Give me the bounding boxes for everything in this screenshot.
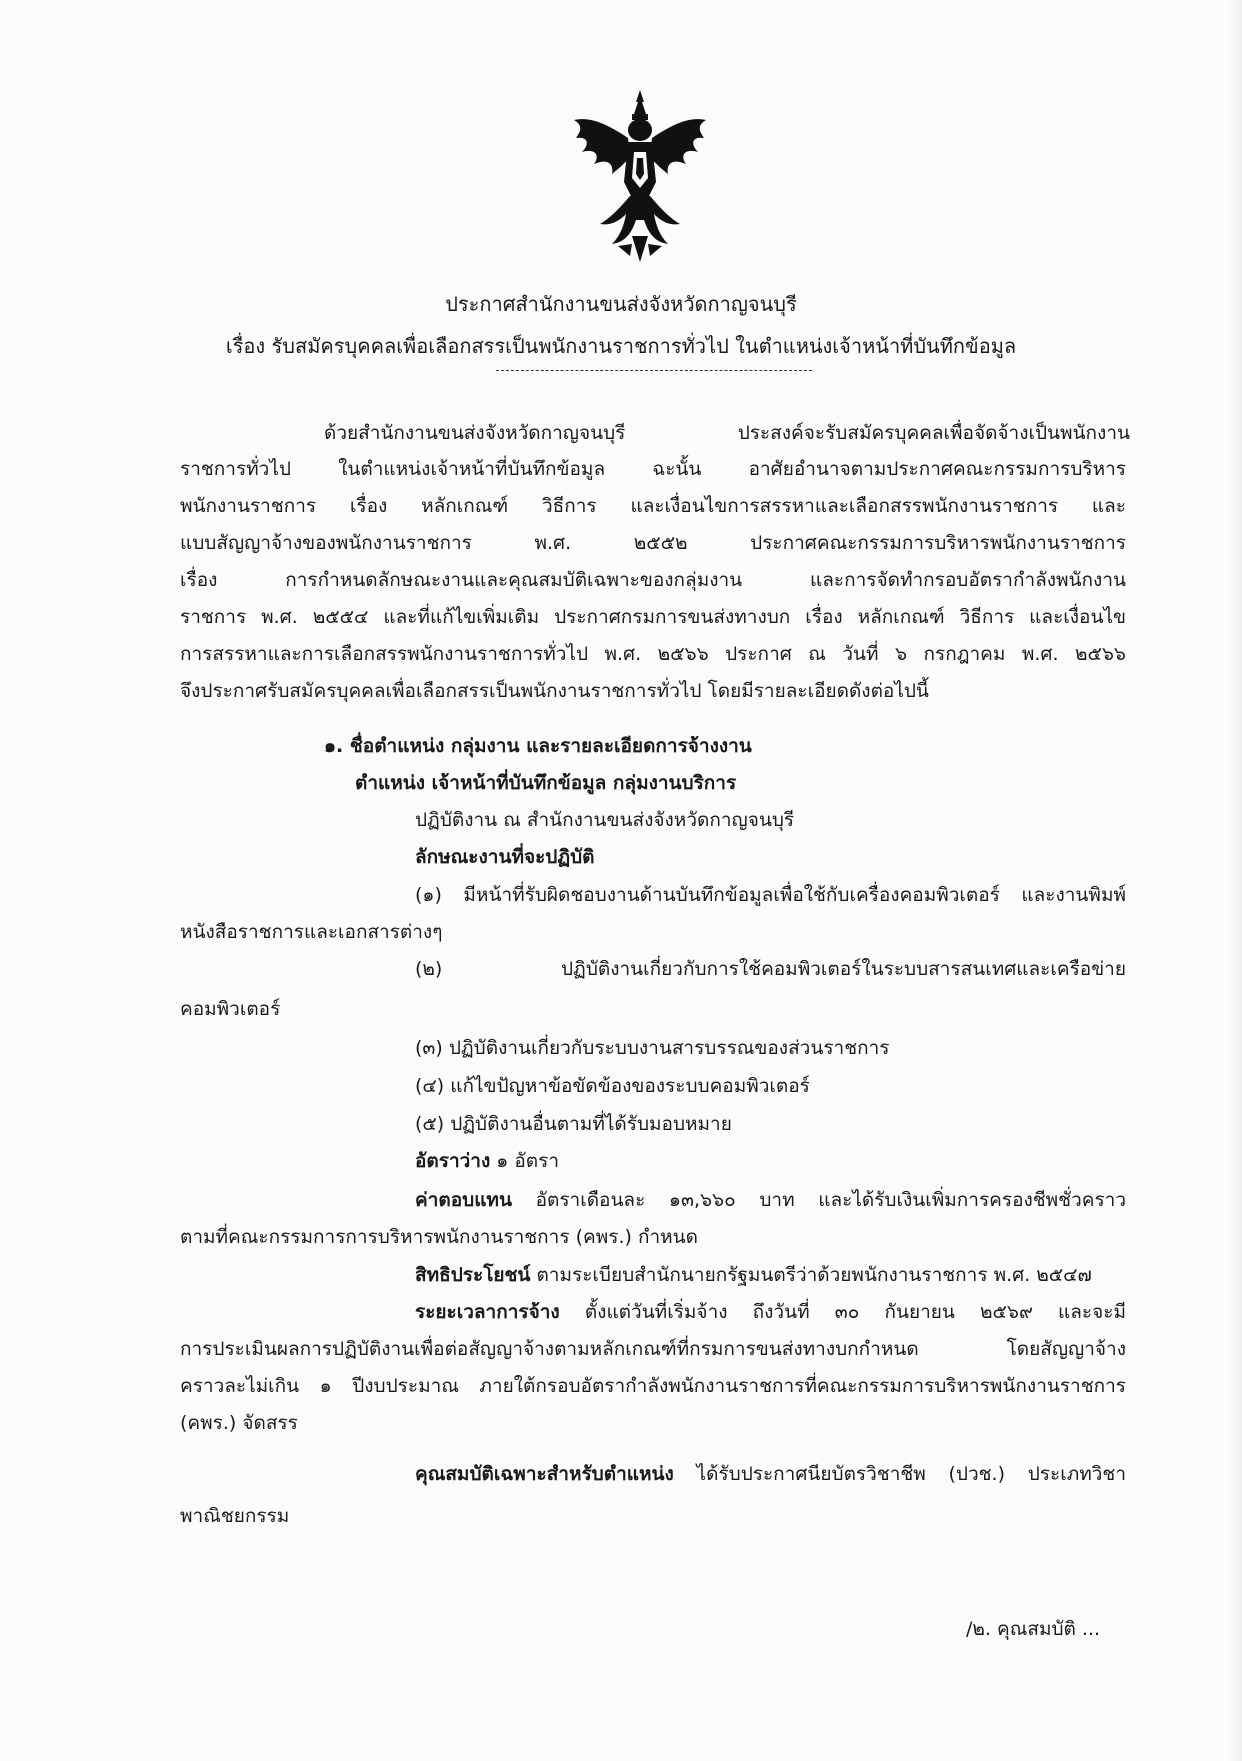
position-title: ตำแหน่ง เจ้าหน้าที่บันทึกข้อมูล กลุ่มงานบริการ — [355, 772, 737, 794]
term-cont: (คพร.) จัดสรร — [180, 1412, 298, 1434]
intro-line: พนักงานราชการ เรื่อง หลักเกณฑ์ วิธีการ และเงื่อนไขการสรรหาและเลือกสรรพนักงานราชการ และ — [180, 495, 1126, 517]
vacancy — [415, 1148, 559, 1174]
benefit-label: สิทธิประโยชน์ — [415, 1264, 531, 1286]
duty-item: (๑) มีหน้าที่รับผิดชอบงานด้านบันทึกข้อมูลเพื่อใช้กับเครื่องคอมพิวเตอร์ และงานพิมพ์ — [415, 884, 1126, 906]
pay-value: อัตราเดือนละ ๑๓,๖๖๐ บาท และได้รับเงินเพิ่มการครองชีพชั่วคราว — [511, 1189, 1126, 1211]
term-value: ตั้งแต่วันที่เริ่มจ้าง ถึงวันที่ ๓๐ กันยายน ๒๕๖๙ และจะมี — [559, 1301, 1126, 1323]
qualification — [415, 1461, 1126, 1487]
pay-label: ค่าตอบแทน — [415, 1189, 512, 1211]
benefit — [415, 1262, 1092, 1288]
duty-item: (๓) ปฏิบัติงานเกี่ยวกับระบบงานสารบรรณของส่วนราชการ — [415, 1037, 890, 1059]
pay — [415, 1187, 1126, 1213]
intro-line: ด้วยสำนักงานขนส่งจังหวัดกาญจนบุรี ประสงค์จะรับสมัครบุคคลเพื่อจัดจ้างเป็นพนักงาน — [324, 422, 1130, 444]
page-continuation: /๒. คุณสมบัติ ... — [966, 1618, 1101, 1640]
term-cont: การประเมินผลการปฏิบัติงานเพื่อต่อสัญญาจ้างตามหลักเกณฑ์ที่กรมการขนส่งทางบกกำหนด โดยสัญญาจ้าง — [180, 1338, 1126, 1360]
intro-line: ราชการทั่วไป ในตำแหน่งเจ้าหน้าที่บันทึกข้อมูล ฉะนั้น อาศัยอำนาจตามประกาศคณะกรรมการบริหาร — [180, 458, 1126, 480]
duties-heading: ลักษณะงานที่จะปฏิบัติ — [415, 846, 595, 868]
header-divider — [496, 370, 812, 371]
term-cont: คราวละไม่เกิน ๑ ปีงบประมาณ ภายใต้กรอบอัตรากำลังพนักงานราชการที่คณะกรรมการบริหารพนักงานราชการ — [180, 1375, 1126, 1397]
garuda-emblem — [570, 86, 710, 262]
qual-cont: พาณิชยกรรม — [180, 1505, 290, 1527]
duty-item-cont: คอมพิวเตอร์ — [180, 998, 281, 1020]
duty-item: (๕) ปฏิบัติงานอื่นตามที่ได้รับมอบหมาย — [415, 1113, 732, 1135]
qual-label: คุณสมบัติเฉพาะสำหรับตำแหน่ง — [415, 1463, 674, 1485]
intro-line: การสรรหาและการเลือกสรรพนักงานราชการทั่วไป พ.ศ. ๒๕๖๖ ประกาศ ณ วันที่ ๖ กรกฎาคม พ.ศ. ๒๕๖๖ — [180, 643, 1126, 665]
scan-shadow — [1228, 0, 1242, 1761]
section-heading: ๑. ชื่อตำแหน่ง กลุ่มงาน และรายละเอียดการจ้างงาน — [324, 735, 752, 757]
vacancy-value: ๑ อัตรา — [490, 1150, 560, 1172]
benefit-value: ตามระเบียบสำนักนายกรัฐมนตรีว่าด้วยพนักงานราชการ พ.ศ. ๒๕๔๗ — [530, 1264, 1092, 1286]
intro-line: จึงประกาศรับสมัครบุคคลเพื่อเลือกสรรเป็นพนักงานราชการทั่วไป โดยมีรายละเอียดดังต่อไปนี้ — [180, 680, 929, 702]
intro-line: เรื่อง การกำหนดลักษณะงานและคุณสมบัติเฉพาะของกลุ่มงาน และการจัดทำกรอบอัตรากำลังพนักงาน — [180, 569, 1126, 591]
intro-line: ราชการ พ.ศ. ๒๕๕๔ และที่แก้ไขเพิ่มเติม ประกาศกรมการขนส่งทางบก เรื่อง หลักเกณฑ์ วิธีการ และเงื่อนไข — [180, 606, 1126, 628]
announcement-subject: เรื่อง รับสมัครบุคคลเพื่อเลือกสรรเป็นพนักงานราชการทั่วไป ในตำแหน่งเจ้าหน้าที่บันทึกข้อมูล — [225, 334, 1017, 358]
intro-line: แบบสัญญาจ้างของพนักงานราชการ พ.ศ. ๒๕๕๒ ประกาศคณะกรรมการบริหารพนักงานราชการ — [180, 532, 1126, 554]
duty-item: (๒) ปฏิบัติงานเกี่ยวกับการใช้คอมพิวเตอร์ในระบบสารสนเทศและเครือข่าย — [415, 958, 1126, 980]
announcement-title: ประกาศสำนักงานขนส่งจังหวัดกาญจนบุรี — [445, 292, 797, 316]
term — [415, 1299, 1126, 1325]
workplace: ปฏิบัติงาน ณ สำนักงานขนส่งจังหวัดกาญจนบุรี — [415, 809, 795, 831]
qual-value: ได้รับประกาศนียบัตรวิชาชีพ (ปวช.) ประเภทวิชา — [673, 1463, 1126, 1485]
duty-item: (๔) แก้ไขปัญหาข้อขัดข้องของระบบคอมพิวเตอร์ — [415, 1075, 810, 1097]
vacancy-label: อัตราว่าง — [415, 1150, 491, 1172]
term-label: ระยะเวลาการจ้าง — [415, 1301, 560, 1323]
pay-cont: ตามที่คณะกรรมการการบริหารพนักงานราชการ (คพร.) กำหนด — [180, 1226, 698, 1248]
duty-item-cont: หนังสือราชการและเอกสารต่างๆ — [180, 921, 443, 943]
